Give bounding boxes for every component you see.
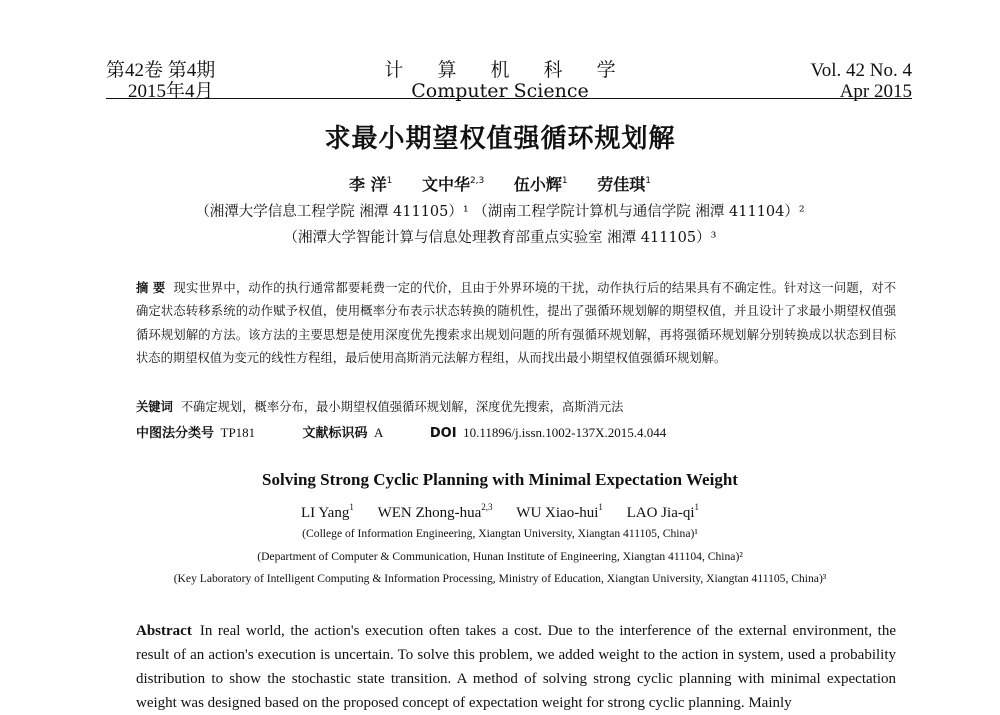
author-en: LAO Jia-$qi^1$	[626, 502, 700, 521]
abstract-cn-text: 现实世界中，动作的执行通常都要耗费一定的代价，且由于外界环境的干扰，动作执行后的结果具有不确定性。针对这一问题，对不确定状态转移系统的动作赋予权值，使用概率分布表示状态转换的随机性，提出了强循环规划解的期望权值，并且设计了求最小期望权值强循环规划解的方法。该方法的主要思想是使用深度优先搜索求出规划问题的所有强循环规划解，再将强循环规划解分别转换成以状态到目标状态的期望权值为变元的线性方程组，最后使用高斯消元法解方程组，从而找出最小期望权值强循环规划解。	[136, 281, 897, 365]
doi-label: DOI	[429, 426, 457, 441]
affiliation-en-2: (Department of Computer & Communication, Hunan Institute of Engineering, Xiangtan 411104, China)²	[257, 550, 743, 563]
clc-value: TP181	[220, 425, 256, 440]
abstract-cn-label: 摘 要	[136, 281, 166, 295]
author-cn: 李 洋$^1$	[349, 175, 393, 194]
date-en: Apr 2015	[839, 81, 912, 102]
affiliation-en-1: (College of Information Engineering, Xiangtan University, Xiangtan 411105, China)¹	[302, 527, 698, 540]
volume-en: Vol. 42 No. 4	[810, 60, 912, 81]
affiliation-cn-1: （湘潭大学信息工程学院 湘潭 411105）¹ （湖南工程学院计算机与通信学院 湘潭 411104）²	[195, 204, 805, 220]
author-cn: 文中华$^{2,3}$	[421, 175, 485, 194]
doc-code-label: 文献标识码	[302, 426, 368, 441]
doi-value: 10.11896/j.issn.1002-137X.2015.4.044	[463, 425, 667, 440]
doc-code-value: A	[373, 425, 383, 440]
journal-name-cn: 计 算 机 科 学	[384, 59, 630, 81]
author-list-cn	[0, 172, 1000, 195]
author-cn: 伍小辉$^1$	[513, 175, 568, 194]
paper-title-cn: 求最小期望权值强循环规划解	[324, 124, 676, 154]
header-rule	[106, 98, 912, 99]
journal-issue-en	[810, 60, 912, 102]
clc-label: 中图法分类号	[136, 426, 215, 441]
volume-cn: 第42卷 第4期	[106, 60, 216, 81]
keywords-cn-text: 不确定规划，概率分布，最小期望权值强循环规划解，深度优先搜索，高斯消元法	[180, 400, 624, 414]
author-en: LI Yang$^1$	[300, 502, 354, 521]
author-en: WEN Zhong-hua$^{2,3}$	[377, 502, 493, 521]
abstract-cn	[136, 277, 896, 370]
classification-line	[136, 421, 666, 445]
author-cn: 劳佳琪$^1$	[597, 175, 651, 194]
paper-title-en: Solving Strong Cyclic Planning with Minimal Expectation Weight	[262, 470, 738, 489]
affiliation-cn-2: （湘潭大学智能计算与信息处理教育部重点实验室 湘潭 411105）³	[283, 230, 717, 246]
keywords-cn-label: 关键词	[136, 400, 173, 414]
keywords-cn	[136, 396, 896, 419]
author-en: WU Xiao-hui$^1$	[516, 502, 603, 521]
date-cn: 2015年4月	[128, 81, 214, 102]
author-list-en	[0, 502, 1000, 522]
abstract-en-label: Abstract	[136, 623, 192, 639]
abstract-en-text: In real world, the action's execution often takes a cost. Due to the interference of the external environment, the result of an action's execution is uncertain. To solve this problem, we added weight to the action in system, used a probability distribution to show the stochastic state transition. A method of solving strong cyclic planning with minimal expectation weight was designed based on the proposed concept of expectation weight for strong cyclic planning. Mainly	[136, 623, 896, 711]
affiliation-en-3: (Key Laboratory of Intelligent Computing & Information Processing, Ministry of Education, Xiangtan University, Xiangtan 411105, China)³	[173, 572, 827, 585]
journal-name-en: Computer Science	[411, 80, 589, 102]
